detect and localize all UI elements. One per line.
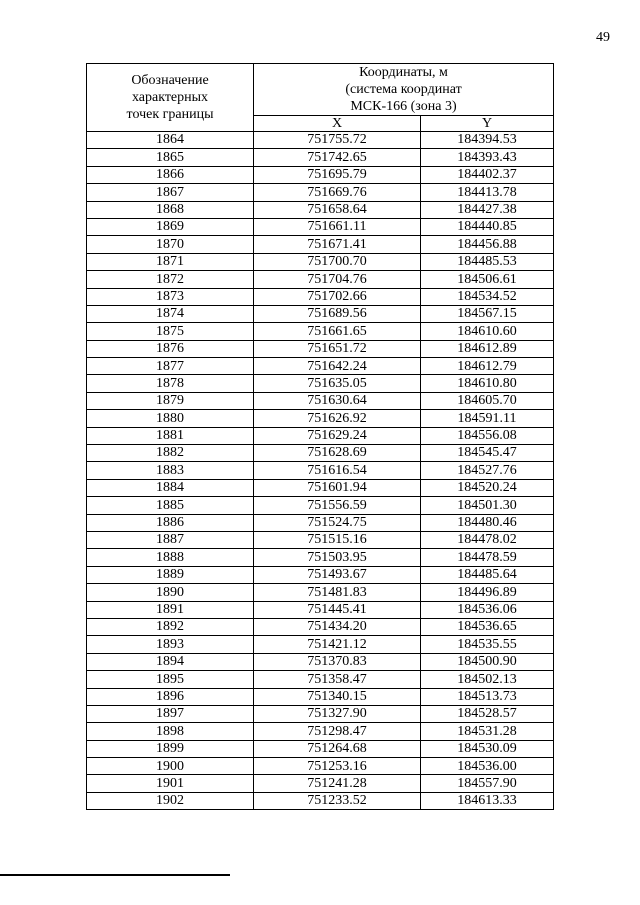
table-row [87, 149, 554, 166]
x-cell: 751671.41 [254, 236, 421, 253]
point-cell: 1880 [87, 410, 254, 427]
point-cell: 1886 [87, 514, 254, 531]
y-cell: 184502.13 [421, 671, 554, 688]
x-cell: 751253.16 [254, 758, 421, 775]
point-cell: 1879 [87, 392, 254, 409]
x-cell: 751370.83 [254, 653, 421, 670]
x-cell: 751658.64 [254, 201, 421, 218]
x-cell: 751264.68 [254, 740, 421, 757]
y-cell: 184610.80 [421, 375, 554, 392]
table-row [87, 201, 554, 218]
point-cell: 1874 [87, 305, 254, 322]
table-row [87, 792, 554, 809]
point-cell: 1890 [87, 584, 254, 601]
point-cell: 1872 [87, 271, 254, 288]
y-cell: 184501.30 [421, 497, 554, 514]
point-cell: 1897 [87, 705, 254, 722]
point-cell: 1884 [87, 479, 254, 496]
y-cell: 184531.28 [421, 723, 554, 740]
x-cell: 751755.72 [254, 132, 421, 149]
point-cell: 1883 [87, 462, 254, 479]
x-cell: 751340.15 [254, 688, 421, 705]
table-row [87, 497, 554, 514]
table-row [87, 584, 554, 601]
x-cell: 751695.79 [254, 166, 421, 183]
x-cell: 751524.75 [254, 514, 421, 531]
table-row [87, 723, 554, 740]
table-row [87, 705, 554, 722]
x-cell: 751702.66 [254, 288, 421, 305]
table-row [87, 392, 554, 409]
x-cell: 751661.11 [254, 218, 421, 235]
table-row [87, 288, 554, 305]
header-point-line-1: Обозначение [131, 73, 209, 88]
table-row [87, 636, 554, 653]
x-cell: 751635.05 [254, 375, 421, 392]
footer-divider [0, 874, 230, 876]
y-cell: 184513.73 [421, 688, 554, 705]
x-cell: 751689.56 [254, 305, 421, 322]
y-cell: 184485.53 [421, 253, 554, 270]
y-cell: 184612.79 [421, 358, 554, 375]
y-cell: 184480.46 [421, 514, 554, 531]
point-cell: 1885 [87, 497, 254, 514]
point-cell: 1864 [87, 132, 254, 149]
header-point-line-3: точек границы [126, 107, 214, 122]
y-cell: 184496.89 [421, 584, 554, 601]
header-y: Y [421, 116, 554, 132]
x-cell: 751298.47 [254, 723, 421, 740]
x-cell: 751651.72 [254, 340, 421, 357]
x-cell: 751669.76 [254, 184, 421, 201]
table-row [87, 566, 554, 583]
table-row [87, 132, 554, 149]
point-cell: 1876 [87, 340, 254, 357]
y-cell: 184506.61 [421, 271, 554, 288]
point-cell: 1899 [87, 740, 254, 757]
point-cell: 1887 [87, 531, 254, 548]
point-cell: 1866 [87, 166, 254, 183]
point-cell: 1894 [87, 653, 254, 670]
x-cell: 751556.59 [254, 497, 421, 514]
x-cell: 751601.94 [254, 479, 421, 496]
point-cell: 1871 [87, 253, 254, 270]
x-cell: 751642.24 [254, 358, 421, 375]
header-x: X [254, 116, 421, 132]
header-coords-line-1: Координаты, м [359, 65, 448, 80]
y-cell: 184456.88 [421, 236, 554, 253]
point-cell: 1900 [87, 758, 254, 775]
point-cell: 1865 [87, 149, 254, 166]
point-cell: 1867 [87, 184, 254, 201]
point-cell: 1868 [87, 201, 254, 218]
y-cell: 184605.70 [421, 392, 554, 409]
y-cell: 184478.02 [421, 531, 554, 548]
point-cell: 1888 [87, 549, 254, 566]
point-cell: 1891 [87, 601, 254, 618]
table-row [87, 514, 554, 531]
table-row [87, 340, 554, 357]
table-row [87, 671, 554, 688]
y-cell: 184536.00 [421, 758, 554, 775]
table-row [87, 236, 554, 253]
y-cell: 184440.85 [421, 218, 554, 235]
x-cell: 751704.76 [254, 271, 421, 288]
x-cell: 751481.83 [254, 584, 421, 601]
x-cell: 751503.95 [254, 549, 421, 566]
x-cell: 751630.64 [254, 392, 421, 409]
x-cell: 751445.41 [254, 601, 421, 618]
y-cell: 184556.08 [421, 427, 554, 444]
table-row [87, 253, 554, 270]
page-number: 49 [596, 30, 610, 45]
x-cell: 751233.52 [254, 792, 421, 809]
x-cell: 751493.67 [254, 566, 421, 583]
point-cell: 1902 [87, 792, 254, 809]
table-row [87, 184, 554, 201]
point-cell: 1869 [87, 218, 254, 235]
y-cell: 184610.60 [421, 323, 554, 340]
y-cell: 184536.65 [421, 618, 554, 635]
x-cell: 751626.92 [254, 410, 421, 427]
y-cell: 184613.33 [421, 792, 554, 809]
y-cell: 184520.24 [421, 479, 554, 496]
table-row [87, 427, 554, 444]
y-cell: 184567.15 [421, 305, 554, 322]
y-cell: 184500.90 [421, 653, 554, 670]
header-coords-line-3: МСК-166 (зона 3) [350, 99, 457, 114]
header-point-designation [87, 64, 254, 132]
table-row [87, 358, 554, 375]
table-row [87, 618, 554, 635]
x-cell: 751742.65 [254, 149, 421, 166]
x-cell: 751515.16 [254, 531, 421, 548]
y-cell: 184393.43 [421, 149, 554, 166]
table-body [87, 132, 554, 810]
x-cell: 751327.90 [254, 705, 421, 722]
header-coords-line-2: (система координат [345, 82, 462, 97]
point-cell: 1896 [87, 688, 254, 705]
y-cell: 184557.90 [421, 775, 554, 792]
y-cell: 184478.59 [421, 549, 554, 566]
table-row [87, 410, 554, 427]
y-cell: 184413.78 [421, 184, 554, 201]
table-row [87, 445, 554, 462]
point-cell: 1875 [87, 323, 254, 340]
x-cell: 751434.20 [254, 618, 421, 635]
table-row [87, 775, 554, 792]
header-coordinates [254, 64, 554, 116]
x-cell: 751421.12 [254, 636, 421, 653]
y-cell: 184612.89 [421, 340, 554, 357]
y-cell: 184394.53 [421, 132, 554, 149]
table-row [87, 218, 554, 235]
point-cell: 1895 [87, 671, 254, 688]
table-row [87, 740, 554, 757]
x-cell: 751700.70 [254, 253, 421, 270]
point-cell: 1878 [87, 375, 254, 392]
table-row [87, 601, 554, 618]
y-cell: 184591.11 [421, 410, 554, 427]
y-cell: 184485.64 [421, 566, 554, 583]
point-cell: 1892 [87, 618, 254, 635]
x-cell: 751358.47 [254, 671, 421, 688]
table-row [87, 549, 554, 566]
point-cell: 1870 [87, 236, 254, 253]
table-row [87, 323, 554, 340]
table-row [87, 375, 554, 392]
table-row [87, 688, 554, 705]
x-cell: 751628.69 [254, 445, 421, 462]
x-cell: 751629.24 [254, 427, 421, 444]
y-cell: 184402.37 [421, 166, 554, 183]
point-cell: 1889 [87, 566, 254, 583]
y-cell: 184535.55 [421, 636, 554, 653]
x-cell: 751241.28 [254, 775, 421, 792]
y-cell: 184534.52 [421, 288, 554, 305]
table-row [87, 305, 554, 322]
table-row [87, 531, 554, 548]
point-cell: 1901 [87, 775, 254, 792]
boundary-coordinates-table [86, 63, 554, 810]
point-cell: 1882 [87, 445, 254, 462]
y-cell: 184530.09 [421, 740, 554, 757]
point-cell: 1873 [87, 288, 254, 305]
table-row [87, 653, 554, 670]
x-cell: 751616.54 [254, 462, 421, 479]
point-cell: 1893 [87, 636, 254, 653]
table-row [87, 166, 554, 183]
y-cell: 184427.38 [421, 201, 554, 218]
table-row [87, 271, 554, 288]
table-row [87, 758, 554, 775]
y-cell: 184527.76 [421, 462, 554, 479]
x-cell: 751661.65 [254, 323, 421, 340]
y-cell: 184545.47 [421, 445, 554, 462]
y-cell: 184536.06 [421, 601, 554, 618]
table-row [87, 479, 554, 496]
point-cell: 1877 [87, 358, 254, 375]
point-cell: 1898 [87, 723, 254, 740]
point-cell: 1881 [87, 427, 254, 444]
table-row [87, 462, 554, 479]
y-cell: 184528.57 [421, 705, 554, 722]
header-point-line-2: характерных [131, 90, 209, 105]
